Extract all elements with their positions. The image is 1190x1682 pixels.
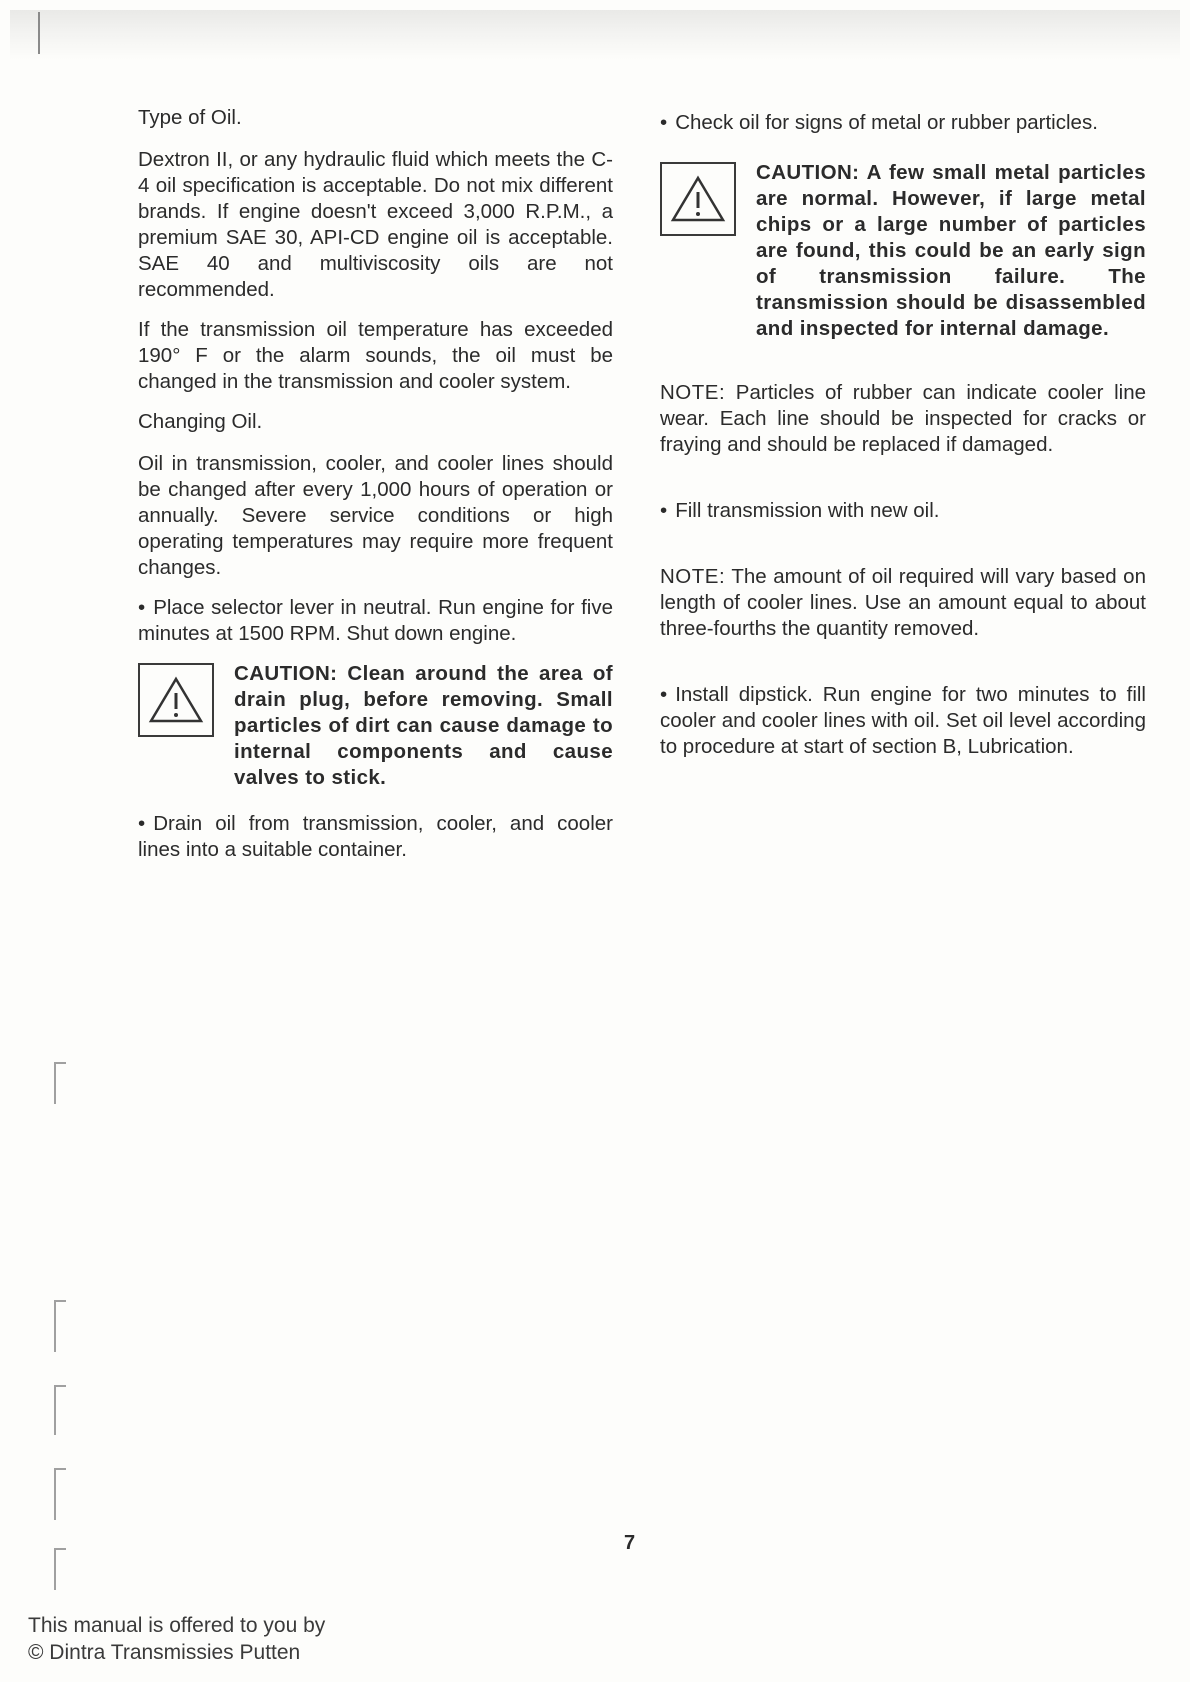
margin-mark [54,1468,66,1520]
spacer [660,538,1146,564]
footer-line-2: © Dintra Transmissies Putten [28,1641,301,1664]
bullet-text: Install dipstick. Run engine for two minutes to fill cooler and cooler lines with oil. Set oil level according to procedure at start of section B, Lubrication. [660,683,1146,758]
caution-text: CAUTION: A few small metal particles are normal. However, if large metal chips or a large number of particles are found, this could be an early sign of transmission failure. The transmission should be disassembled and inspected for internal damage. [756,161,1146,340]
type-of-oil-heading: Type of Oil. [138,106,242,129]
bullet-dot: • [660,683,668,706]
left-column [138,105,613,877]
note-rubber [660,380,1146,458]
bullet-install-dipstick [660,682,1146,760]
margin-mark [54,1300,66,1352]
bullet-check-oil [660,110,1146,136]
note-text: Particles of rubber can indicate cooler line wear. Each line should be inspected for cracks or fraying and should be replaced if damaged. [660,381,1146,456]
bullet-place-selector [138,595,613,647]
note-text: The amount of oil required will vary based on length of cooler lines. Use an amount equal to about three-fourths the quantity removed. [660,565,1146,640]
margin-mark [54,1062,66,1104]
bullet-dot: • [660,499,668,522]
warning-triangle-icon [138,663,214,737]
changing-oil-paragraph: Oil in transmission, cooler, and cooler lines should be changed after every 1,000 hours of operation or annually. Severe service conditions or high operating temperatures may require more frequent changes. [138,452,613,579]
bullet-text: Drain oil from transmission, cooler, and cooler lines into a suitable container. [138,812,613,861]
binding-mark [38,12,40,54]
margin-mark [54,1385,66,1435]
footer [28,1612,325,1666]
spacer [660,362,1146,380]
note-label: NOTE: [660,565,726,588]
bullet-fill [660,498,1146,524]
caution-drain-plug [138,661,613,791]
margin-mark [54,1548,66,1590]
bullet-dot: • [138,812,146,835]
note-label: NOTE: [660,381,726,404]
warning-triangle-icon [660,162,736,236]
bullet-text: Place selector lever in neutral. Run engine for five minutes at 1500 RPM. Shut down engine. [138,596,613,645]
changing-oil-heading: Changing Oil. [138,410,263,433]
spacer [660,472,1146,498]
scan-shadow [10,10,1180,60]
right-column [660,110,1146,774]
spacer [660,656,1146,682]
bullet-drain-oil [138,811,613,863]
footer-line-1: This manual is offered to you by [28,1614,326,1637]
temperature-paragraph: If the transmission oil temperature has exceeded 190° F or the alarm sounds, the oil must be changed in the transmission and cooler system. [138,318,613,393]
caution-metal-particles [660,160,1146,342]
type-of-oil-paragraph: Dextron II, or any hydraulic fluid which meets the C-4 oil specification is acceptable. Do not mix different brands. If engine doesn't exceed 3,000 R.P.M., a premium SAE 30, API-CD engine oil is acceptable. SAE 40 and multiviscosity oils are not recommended. [138,148,613,301]
caution-text: CAUTION: Clean around the area of drain plug, before removing. Small particles of dirt can cause damage to internal components and cause valves to stick. [234,662,613,789]
page-number: 7 [624,1532,636,1554]
bullet-text: Check oil for signs of metal or rubber particles. [675,111,1098,134]
bullet-text: Fill transmission with new oil. [675,499,940,522]
bullet-dot: • [138,596,146,619]
note-amount [660,564,1146,642]
bullet-dot: • [660,111,668,134]
